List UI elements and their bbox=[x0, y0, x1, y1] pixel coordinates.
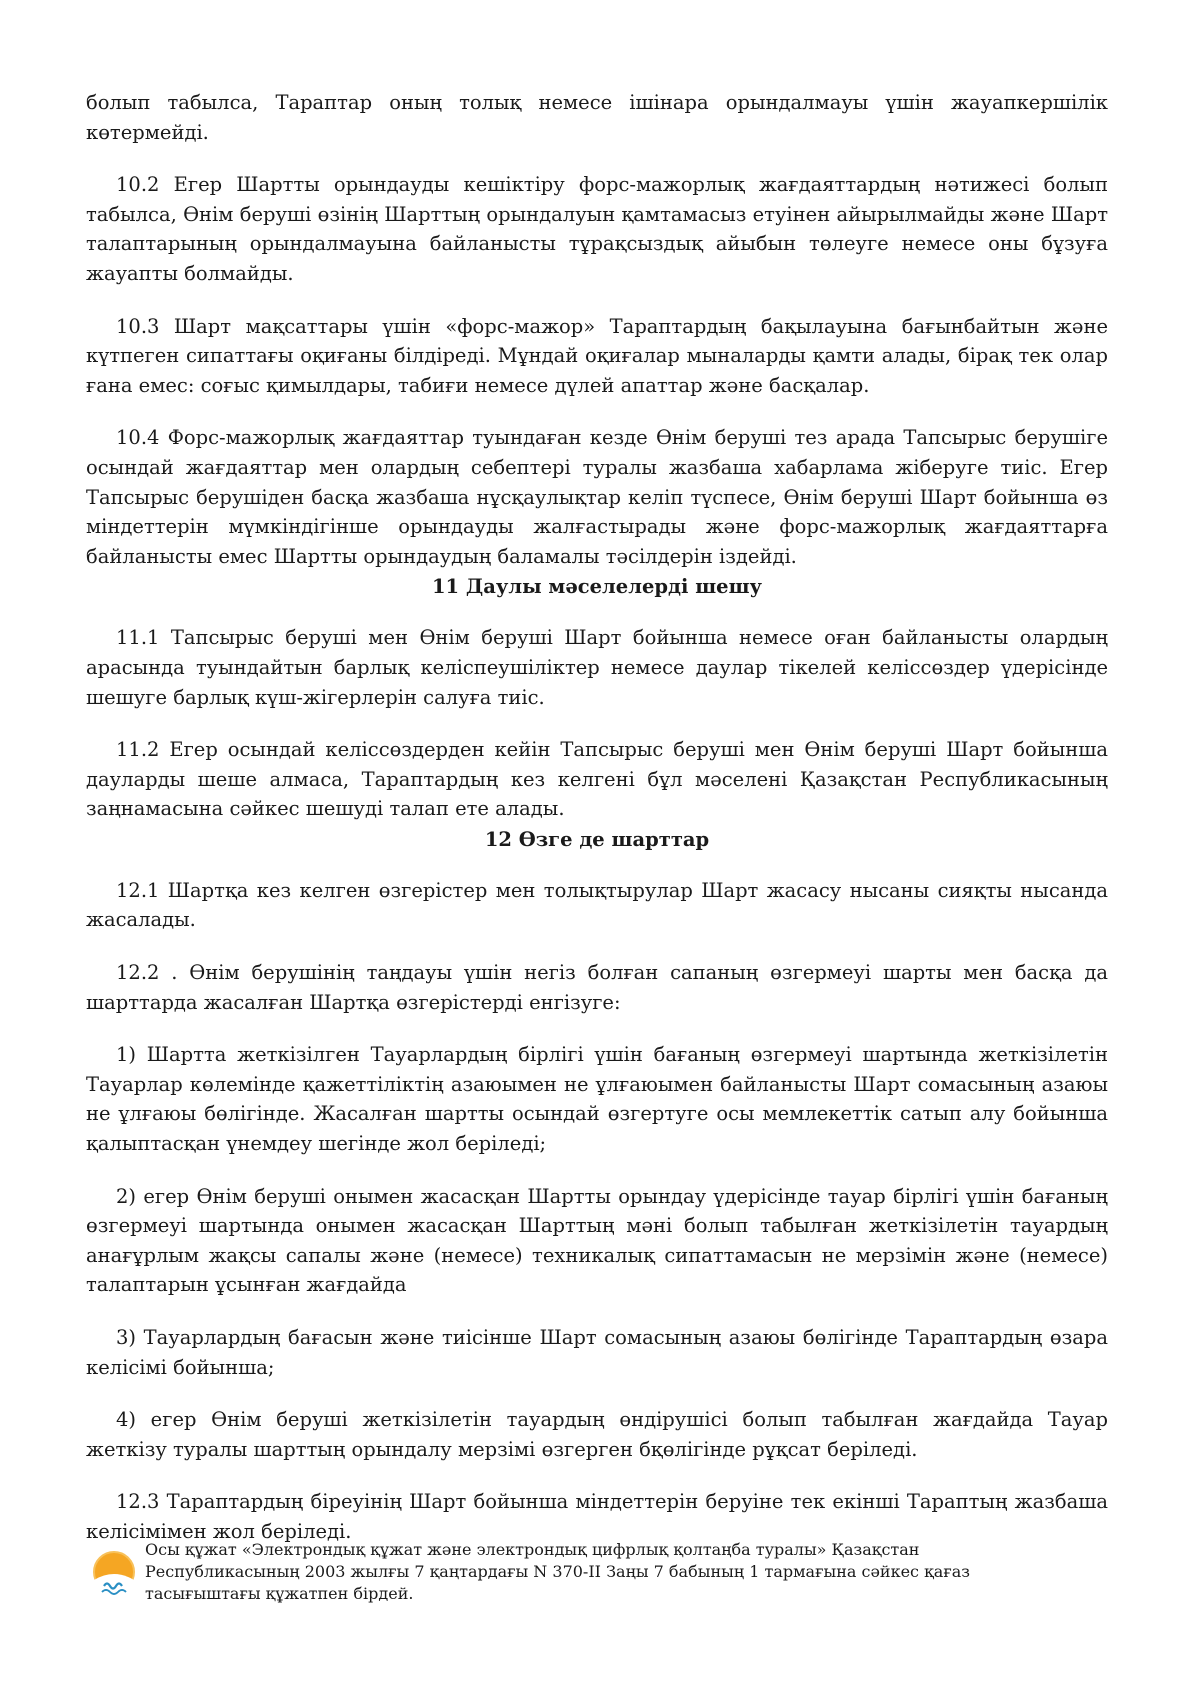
footer-line-3: тасығыштағы құжатпен бірдей. bbox=[145, 1584, 414, 1603]
paragraph-12-2: 12.2 . Өнім берушінің таңдауы үшін негіз болған сапаның өзгермеуі шарты мен басқа да шарттарда жасалған Шартқа өзгерістерді енгізуге: bbox=[86, 961, 1108, 1014]
footer-legal-notice bbox=[145, 1539, 1065, 1605]
document-body bbox=[86, 88, 1108, 1547]
paragraph-11-1: 11.1 Тапсырыс беруші мен Өнім беруші Шарт бойынша немесе оған байланысты олардың арасында туындайтын барлық келіспеушіліктер немесе даулар тікелей келіссөздер үдерісінде шешуге барлық күш-жігерлерін салуға тиіс. bbox=[86, 626, 1108, 709]
paragraph-10-4: 10.4 Форс-мажорлық жағдаяттар туындаған кезде Өнім беруші тез арада Тапсырыс берушіге осындай жағдаяттар мен олардың себептері туралы жазбаша хабарлама жіберуге тиіс. Егер Тапсырыс берушіден басқа жазбаша нұсқаулықтар келіп түспесе, Өнім беруші Шарт бойынша өз міндеттерін мүмкіндігінше орындауды жалғастырады және форс-мажорлық жағдаяттарға байланысты емес Шартты орындаудың баламалы тәсілдерін іздейді. bbox=[86, 426, 1108, 568]
paragraph-12-2-item-3: 3) Тауарлардың бағасын және тиісінше Шарт сомасының азаюы бөлігінде Тараптардың өзара келісімі бойынша; bbox=[86, 1326, 1108, 1379]
paragraph-continuation: болып табылса, Тараптар оның толық немесе ішінара орындалмауы үшін жауапкершілік көтермейді. bbox=[86, 91, 1108, 144]
footer-line-2: Республикасының 2003 жылғы 7 қаңтардағы N 370-II Заңы 7 бабының 1 тармағына сәйкес қағаз bbox=[145, 1562, 970, 1581]
paragraph-10-2: 10.2 Егер Шартты орындауды кешіктіру форс-мажорлық жағдаяттардың нәтижесі болып табылса, Өнім беруші өзінің Шарттың орындалуын қамтамасыз етуінен айырылмайды және Шарт талаптарының орындалмауына байланысты тұрақсыздық айыбын төлеуге немесе оны бұзуға жауапты болмайды. bbox=[86, 173, 1108, 285]
paragraph-12-2-item-4: 4) егер Өнім беруші жеткізілетін тауардың өндірушісі болып табылған жағдайда Тауар жеткізу туралы шарттың орындалу мерзімі өзгерген бқөлігінде рұқсат беріледі. bbox=[86, 1408, 1108, 1461]
paragraph-10-3: 10.3 Шарт мақсаттары үшін «форс-мажор» Тараптардың бақылауына бағынбайтын және күтпеген сипаттағы оқиғаны білдіреді. Мұндай оқиғалар мыналарды қамти алады, бірақ тек олар ғана емес: соғыс қимылдары, табиғи немесе дүлей апаттар және басқалар. bbox=[86, 314, 1108, 397]
paragraph-12-1: 12.1 Шартқа кез келген өзгерістер мен толықтырулар Шарт жасасу нысаны сияқты нысанда жасалады. bbox=[86, 878, 1108, 932]
document-footer bbox=[90, 1539, 1090, 1639]
egov-sun-logo-icon bbox=[90, 1550, 138, 1598]
paragraph-12-2-item-2: 2) егер Өнім беруші онымен жасасқан Шартты орындау үдерісінде тауар бірлігі үшін бағаның өзгермеуі шартында онымен жасасқан Шарттың мәні болып табылған жеткізілетін тауардың анағұрлым жақсы сапалы және (немесе) техникалық сипаттамасын не мерзімін және (немесе) талаптарын ұсынған жағдайда bbox=[86, 1184, 1108, 1297]
paragraph-12-2-item-1: 1) Шартта жеткізілген Тауарлардың бірлігі үшін бағаның өзгермеуі шартында жеткізілетін Тауарлар көлемінде қажеттіліктің азаюымен не ұлғаюымен байланысты Шарт сомасының азаюы не ұлғаюы бөлігінде. Жасалған шартты осындай өзгертуге осы мемлекеттік сатып алу бойынша қалыптасқан үнемдеу шегінде жол беріледі; bbox=[86, 1043, 1108, 1156]
footer-line-1: Осы құжат «Электрондық құжат және электрондық цифрлық қолтаңба туралы» Қазақстан bbox=[145, 1540, 920, 1559]
section-heading-12: 12 Өзге де шарттар bbox=[484, 827, 710, 851]
paragraph-12-3: 12.3 Тараптардың біреуінің Шарт бойынша міндеттерін беруіне тек екінші Тараптың жазбаша келісімімен жол беріледі. bbox=[86, 1490, 1108, 1543]
section-heading-11: 11 Даулы мәселелерді шешу bbox=[431, 575, 763, 599]
paragraph-11-2: 11.2 Егер осындай келіссөздерден кейін Тапсырыс беруші мен Өнім беруші Шарт бойынша дауларды шеше алмаса, Тараптардың кез келгені бұл мәселені Қазақстан Республикасының заңнамасына сәйкес шешуді талап ете алады. bbox=[86, 738, 1108, 821]
